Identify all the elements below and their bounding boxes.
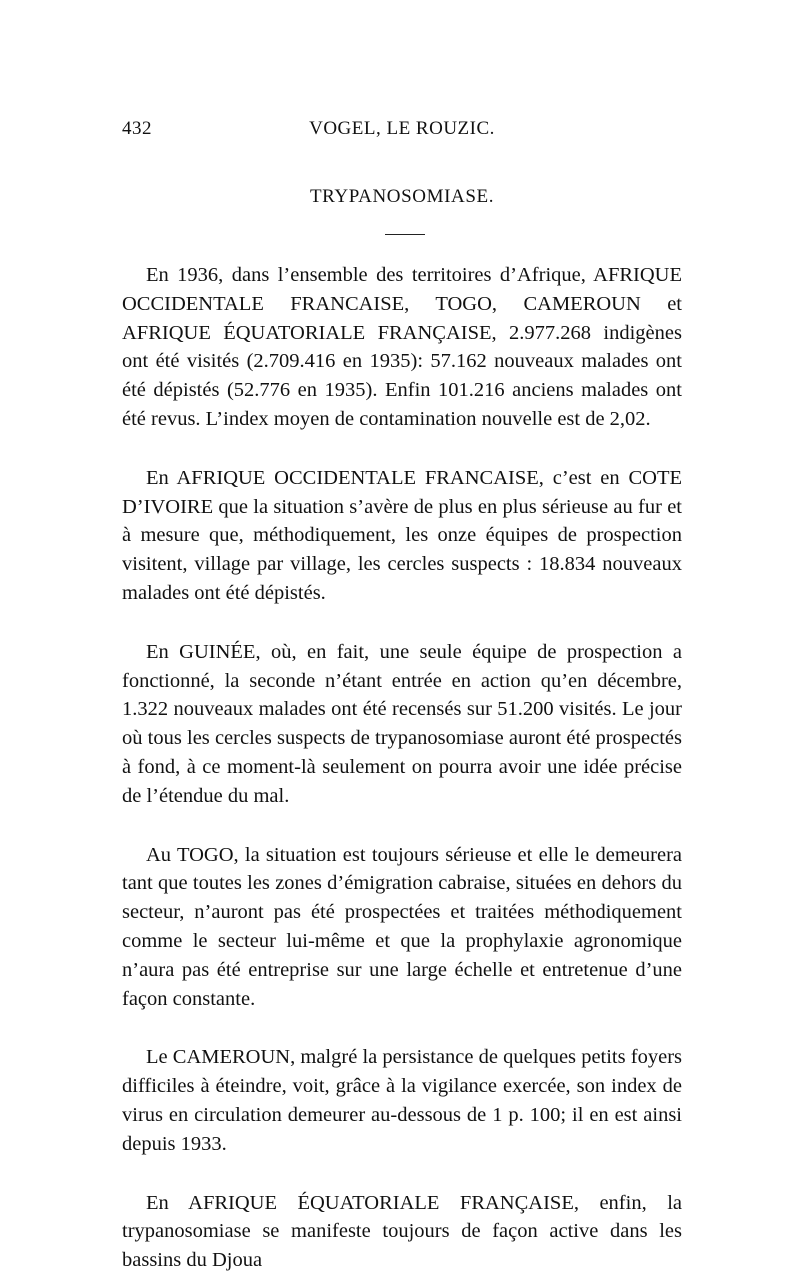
running-title: VOGEL, LE ROUZIC. bbox=[309, 118, 495, 139]
section-title: TRYPANOSOMIASE. bbox=[309, 186, 495, 207]
paragraph-togo: Au TOGO, la situation est toujours sérieuse et elle le demeurera tant que toutes les zones d’émigration cabraise, situées en dehors du secteur, n’auront pas été prospectées et traitées méthodiquement comme le secteur lui-même et que la prophylaxie agronomique n’aura pas été entreprise sur une large échelle et entretenue d’une façon constante. bbox=[122, 843, 682, 1010]
paragraph-afrique-occidentale: En AFRIQUE OCCIDENTALE FRANCAISE, c’est en COTE D’IVOIRE que la situation s’avère de plus en plus sérieuse au fur et à mesure que, méthodiquement, les onze équipes de prospection visitent, village par village, les cercles suspects : 18.834 nouveaux malades ont été dépistés. bbox=[122, 466, 682, 604]
section-divider bbox=[385, 234, 425, 235]
page-number: 432 bbox=[122, 118, 152, 139]
running-head bbox=[122, 118, 682, 146]
paragraph-1936-summary: En 1936, dans l’ensemble des territoires d’Afrique, AFRIQUE OCCIDENTALE FRANCAISE, TOGO, CAMEROUN et AFRIQUE ÉQUATORIALE FRANÇAISE, 2.977.268 indigènes ont été visités (2.709.416 en 1935): 57.162 nouveaux malades ont été dépistés (52.776 en 1935). Enfin 101.216 anciens malades ont été revus. L’index moyen de contamination nouvelle est de 2,02. bbox=[122, 264, 682, 430]
body-text bbox=[122, 261, 682, 1275]
paragraph-cameroun: Le CAMEROUN, malgré la persistance de quelques petits foyers difficiles à éteindre, voit, grâce à la vigilance exercée, son index de virus en circulation demeurer au-dessous de 1 p. 100; il en est ainsi depuis 1933. bbox=[122, 1046, 682, 1155]
paragraph-afrique-equatoriale: En AFRIQUE ÉQUATORIALE FRANÇAISE, enfin, la trypanosomiase se manifeste toujours de façon active dans les bassins du Djoua bbox=[122, 1191, 682, 1272]
paragraph-guinee: En GUINÉE, où, en fait, une seule équipe de prospection a fonctionné, la seconde n’étant entrée en action qu’en décembre, 1.322 nouveaux malades ont été recensés sur 51.200 visités. Le jour où tous les cercles suspects de trypanosomiase auront été prospectés à fond, à ce moment-là seulement on pourra avoir une idée précise de l’étendue du mal. bbox=[122, 640, 682, 807]
